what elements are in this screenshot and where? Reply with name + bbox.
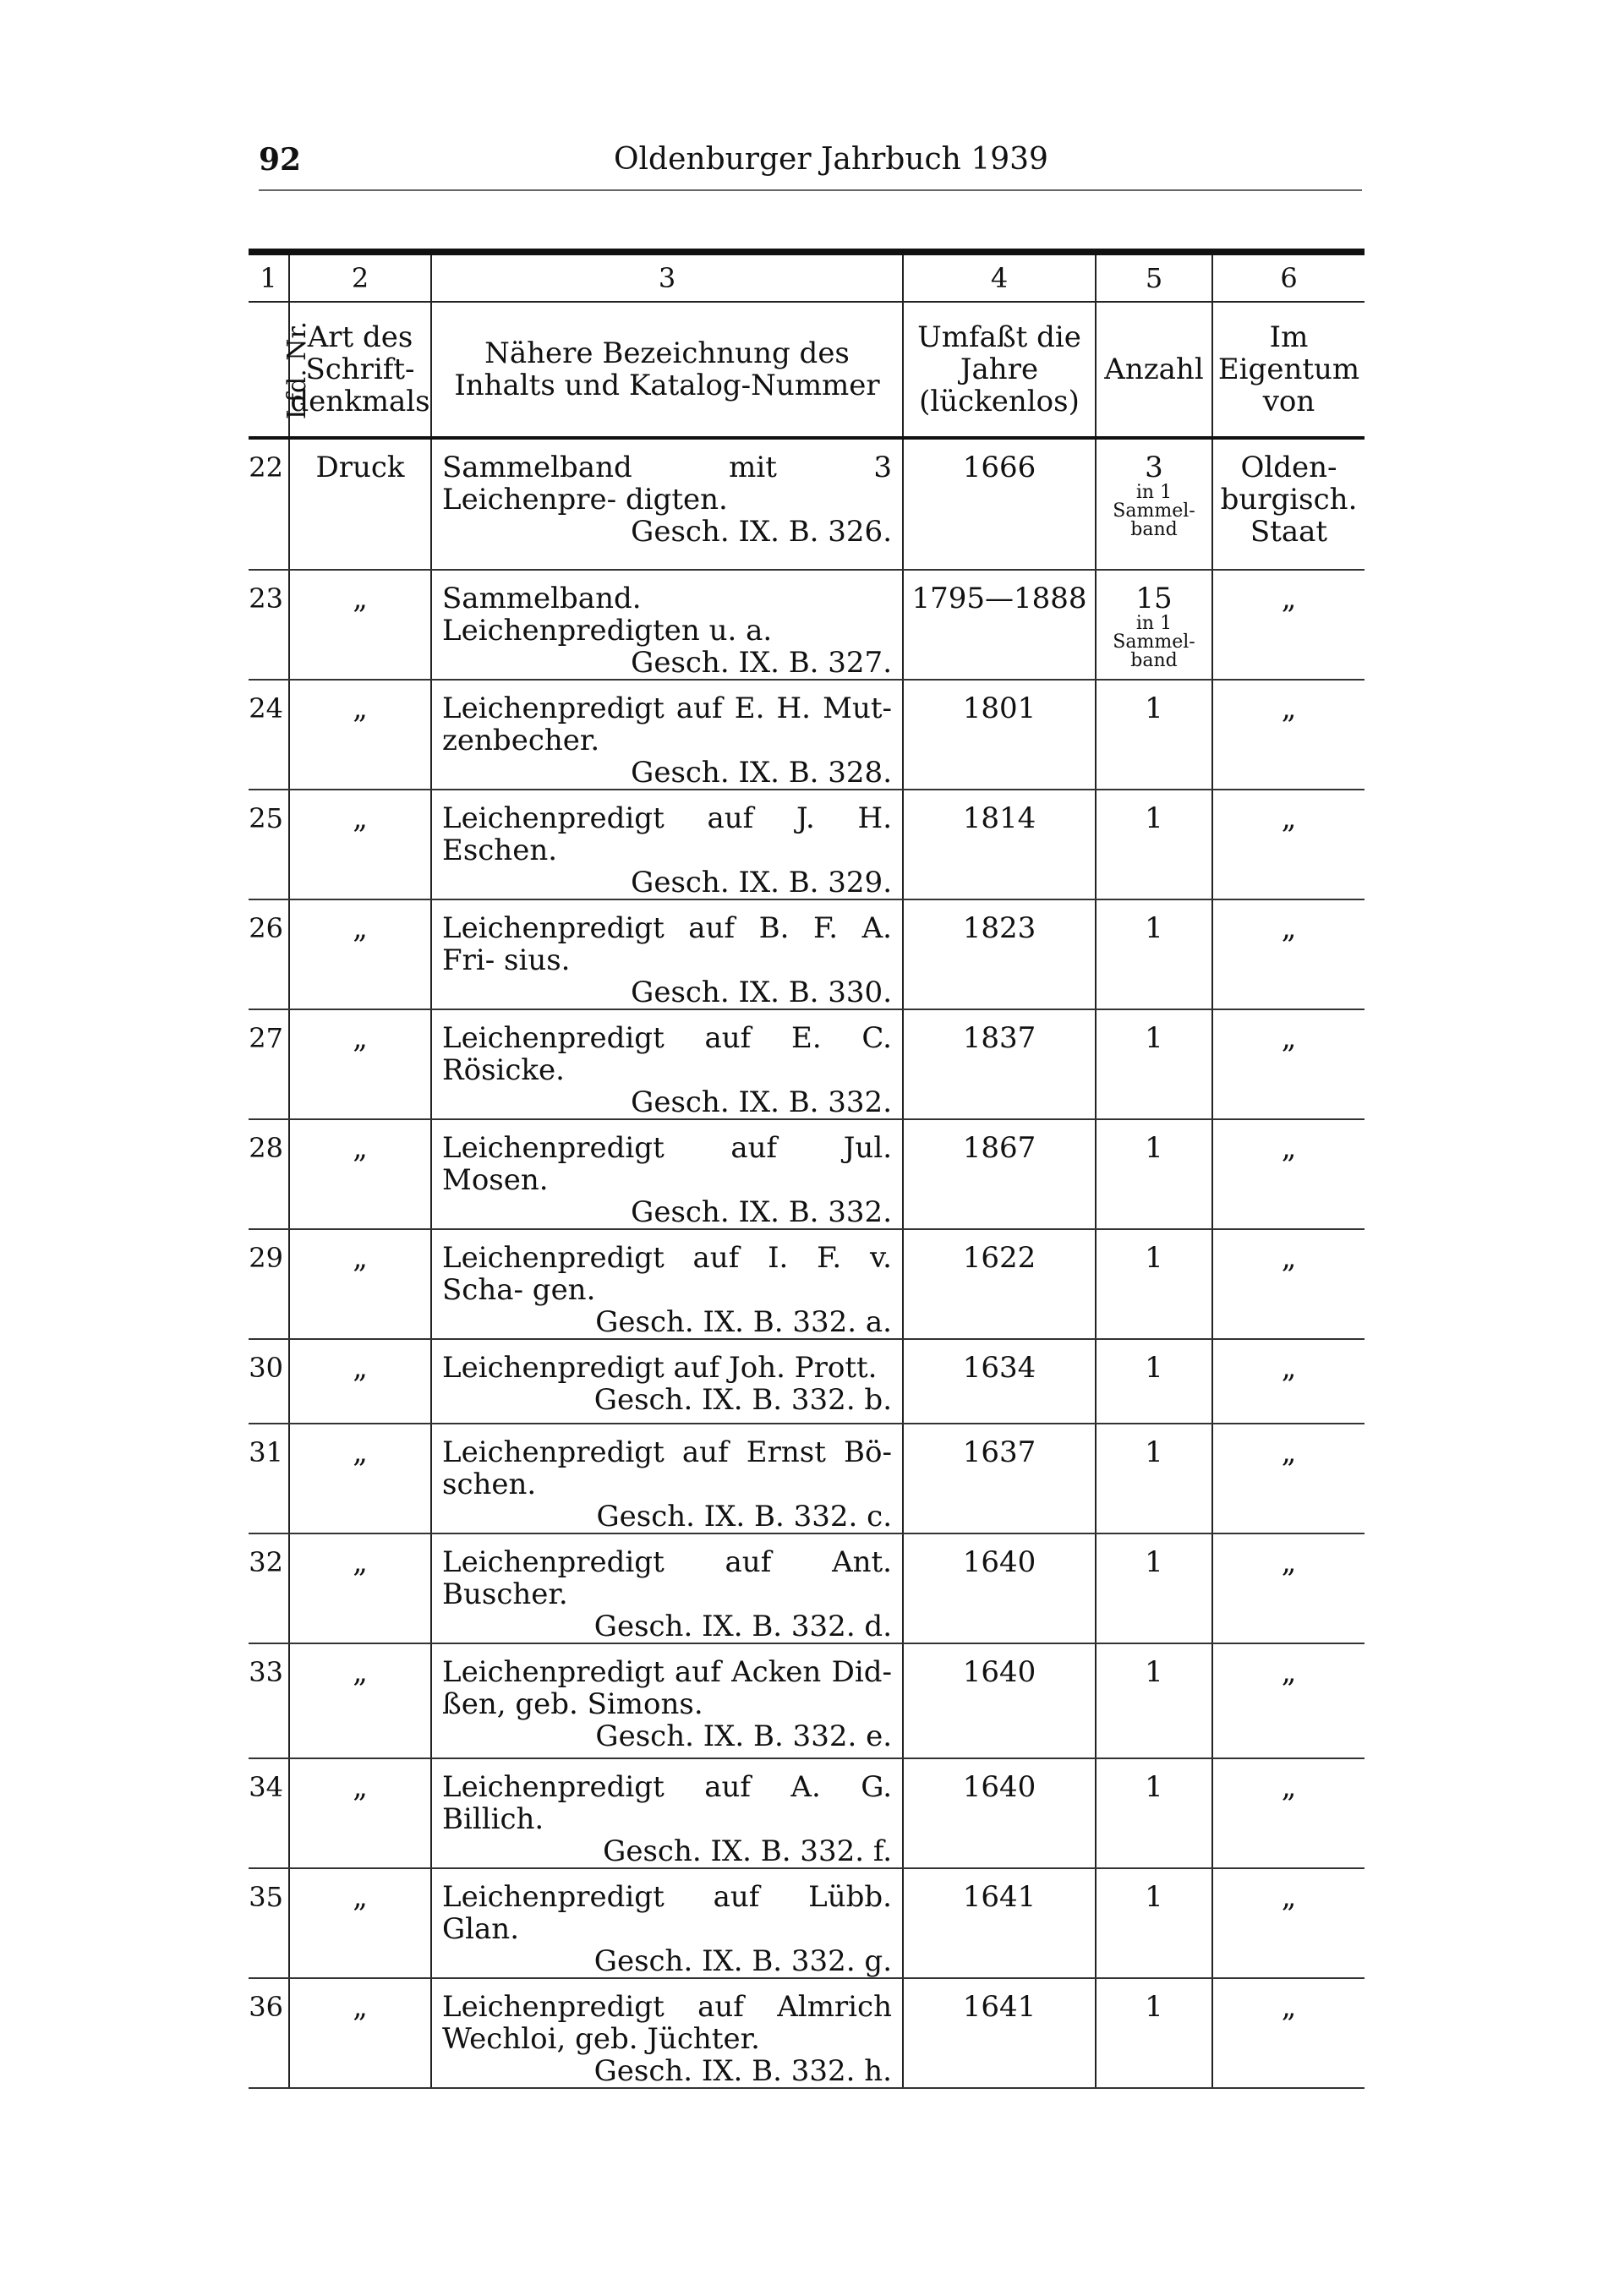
row-number: 36 (249, 1978, 289, 2088)
table-row (249, 1643, 1365, 1758)
column-header-anzahl: Anzahl (1096, 302, 1212, 438)
row-number: 27 (249, 1009, 289, 1119)
column-header-eigentum: Im Eigentum von (1212, 302, 1365, 438)
row-number: 24 (249, 680, 289, 790)
description-cell (431, 1424, 903, 1533)
description-text: Leichenpredigt auf E. H. Mut- zenbecher. (442, 692, 892, 757)
owner-cell: „ (1212, 899, 1365, 1009)
count-value: 1 (1145, 1770, 1163, 1804)
art-cell: „ (289, 1978, 431, 2088)
description-text: Leichenpredigt auf I. F. v. Scha- gen. (442, 1241, 892, 1307)
description-text: Sammelband. Leichenpredigten u. a. (442, 582, 773, 648)
art-cell: „ (289, 899, 431, 1009)
catalog-number: Gesch. IX. B. 332. (631, 1085, 892, 1119)
owner-cell: „ (1212, 1643, 1365, 1758)
description-text: Leichenpredigt auf E. C. Rösicke. (442, 1021, 892, 1087)
description-cell (431, 1533, 903, 1643)
description-text: Leichenpredigt auf J. H. Eschen. (442, 801, 892, 867)
count-cell (1096, 570, 1212, 680)
count-value: 1 (1145, 911, 1163, 945)
art-cell: „ (289, 1643, 431, 1758)
years-cell: 1795—1888 (903, 570, 1096, 680)
count-value: 1 (1145, 1545, 1163, 1579)
table-row (249, 899, 1365, 1009)
owner-cell: „ (1212, 1119, 1365, 1229)
owner-cell: „ (1212, 1758, 1365, 1868)
table-row (249, 1424, 1365, 1533)
column-number: 5 (1096, 252, 1212, 302)
column-number: 6 (1212, 252, 1365, 302)
row-number: 30 (249, 1339, 289, 1424)
column-header-bezeichnung: Nähere Bezeichnung des Inhalts und Katalog-Nummer (431, 302, 903, 438)
column-number-row (249, 252, 1365, 302)
column-number: 2 (289, 252, 431, 302)
page-number: 92 (259, 142, 302, 178)
table-row (249, 1229, 1365, 1339)
catalog-number: Gesch. IX. B. 328. (631, 756, 892, 790)
years-cell: 1641 (903, 1978, 1096, 2088)
years-cell: 1637 (903, 1424, 1096, 1533)
row-number: 35 (249, 1868, 289, 1978)
count-value: 1 (1145, 1351, 1163, 1385)
art-cell: „ (289, 1229, 431, 1339)
owner-cell: „ (1212, 1424, 1365, 1533)
table-row (249, 680, 1365, 790)
page-title: Oldenburger Jahrbuch 1939 (614, 142, 1048, 177)
row-number: 32 (249, 1533, 289, 1643)
column-header-row (249, 302, 1365, 438)
table-row (249, 1339, 1365, 1424)
art-cell: „ (289, 680, 431, 790)
count-value: 1 (1145, 1021, 1163, 1055)
description-text: Leichenpredigt auf B. F. A. Fri- sius. (442, 911, 892, 977)
catalog-number: Gesch. IX. B. 332. g. (593, 1944, 892, 1978)
years-cell: 1823 (903, 899, 1096, 1009)
count-note: in 1 Sammel- band (1113, 482, 1195, 540)
catalog-number: Gesch. IX. B. 326. (631, 515, 892, 549)
catalog-number: Gesch. IX. B. 332. d. (593, 1610, 892, 1643)
description-cell (431, 1868, 903, 1978)
art-cell: Druck (289, 438, 431, 570)
description-text: Leichenpredigt auf Ernst Bö- schen. (442, 1435, 892, 1501)
description-cell (431, 1229, 903, 1339)
description-text: Leichenpredigt auf Acken Did- ßen, geb. Simons. (442, 1655, 892, 1721)
table-row (249, 1758, 1365, 1868)
column-number: 1 (249, 252, 289, 302)
row-number: 29 (249, 1229, 289, 1339)
description-text: Leichenpredigt auf Ant. Buscher. (442, 1545, 892, 1611)
catalog-number: Gesch. IX. B. 332. a. (595, 1305, 892, 1339)
column-header-art: Art des Schrift- denkmals (289, 302, 431, 438)
page-header (259, 142, 1362, 191)
row-number: 28 (249, 1119, 289, 1229)
years-cell: 1837 (903, 1009, 1096, 1119)
column-header-jahre: Umfaßt die Jahre (lückenlos) (903, 302, 1096, 438)
art-cell: „ (289, 790, 431, 899)
years-cell: 1814 (903, 790, 1096, 899)
description-text: Leichenpredigt auf A. G. Billich. (442, 1770, 892, 1836)
count-cell (1096, 899, 1212, 1009)
table-row (249, 1009, 1365, 1119)
catalog-number: Gesch. IX. B. 332. c. (596, 1500, 892, 1533)
catalog-number: Gesch. IX. B. 332. f. (603, 1834, 892, 1868)
description-cell (431, 1758, 903, 1868)
art-cell: „ (289, 1009, 431, 1119)
years-cell: 1640 (903, 1533, 1096, 1643)
catalog-number: Gesch. IX. B. 327. (631, 646, 892, 680)
owner-cell: „ (1212, 1868, 1365, 1978)
art-cell: „ (289, 1758, 431, 1868)
owner-cell: „ (1212, 1009, 1365, 1119)
table-row (249, 1978, 1365, 2088)
row-number: 22 (249, 438, 289, 570)
description-cell (431, 790, 903, 899)
catalog-number: Gesch. IX. B. 329. (631, 866, 892, 899)
description-text: Leichenpredigt auf Almrich Wechloi, geb. Jüchter. (442, 1990, 892, 2056)
art-cell: „ (289, 1424, 431, 1533)
art-cell: „ (289, 1533, 431, 1643)
description-text: Leichenpredigt auf Joh. Prott. (442, 1351, 878, 1385)
table-row (249, 438, 1365, 570)
count-cell (1096, 1758, 1212, 1868)
description-text: Leichenpredigt auf Lübb. Glan. (442, 1880, 892, 1946)
catalog-number: Gesch. IX. B. 332. h. (593, 2054, 892, 2088)
count-value: 3 (1145, 451, 1163, 484)
row-number: 26 (249, 899, 289, 1009)
row-number: 34 (249, 1758, 289, 1868)
art-cell: „ (289, 570, 431, 680)
years-cell: 1801 (903, 680, 1096, 790)
art-cell: „ (289, 1339, 431, 1424)
years-cell: 1867 (903, 1119, 1096, 1229)
owner-cell: „ (1212, 680, 1365, 790)
description-cell (431, 1339, 903, 1424)
count-note: in 1 Sammel- band (1113, 613, 1195, 671)
count-cell (1096, 1643, 1212, 1758)
description-text: Leichenpredigt auf Jul. Mosen. (442, 1131, 892, 1197)
art-cell: „ (289, 1119, 431, 1229)
years-cell: 1640 (903, 1758, 1096, 1868)
table-row (249, 570, 1365, 680)
count-cell (1096, 1868, 1212, 1978)
count-cell (1096, 790, 1212, 899)
description-cell (431, 680, 903, 790)
count-cell (1096, 680, 1212, 790)
owner-cell: „ (1212, 1533, 1365, 1643)
art-cell: „ (289, 1868, 431, 1978)
count-value: 1 (1145, 1880, 1163, 1914)
years-cell: 1641 (903, 1868, 1096, 1978)
catalog-number: Gesch. IX. B. 332. b. (593, 1383, 892, 1417)
column-header-lfd-nr (249, 302, 313, 438)
lfd-nr-label: Lfd. Nr. (282, 320, 313, 420)
count-value: 1 (1145, 1990, 1163, 2024)
count-value: 1 (1145, 1655, 1163, 1689)
owner-cell: „ (1212, 1978, 1365, 2088)
count-value: 1 (1145, 692, 1163, 725)
description-cell (431, 899, 903, 1009)
row-number: 23 (249, 570, 289, 680)
owner-cell: „ (1212, 790, 1365, 899)
description-cell (431, 1978, 903, 2088)
catalog-number: Gesch. IX. B. 332. e. (595, 1719, 892, 1753)
description-cell (431, 1119, 903, 1229)
count-value: 1 (1145, 801, 1163, 835)
column-number: 4 (903, 252, 1096, 302)
count-value: 1 (1145, 1241, 1163, 1275)
owner-cell: „ (1212, 570, 1365, 680)
count-cell (1096, 1119, 1212, 1229)
years-cell: 1622 (903, 1229, 1096, 1339)
years-cell: 1634 (903, 1339, 1096, 1424)
description-cell (431, 1009, 903, 1119)
owner-cell: „ (1212, 1229, 1365, 1339)
owner-cell: „ (1212, 1339, 1365, 1424)
count-value: 15 (1135, 582, 1173, 615)
years-cell: 1640 (903, 1643, 1096, 1758)
count-value: 1 (1145, 1131, 1163, 1165)
table-row (249, 1119, 1365, 1229)
table-row (249, 790, 1365, 899)
owner-cell: Olden- burgisch. Staat (1212, 438, 1365, 570)
table-row (249, 1868, 1365, 1978)
count-cell (1096, 1978, 1212, 2088)
catalog-number: Gesch. IX. B. 332. (631, 1195, 892, 1229)
catalog-number: Gesch. IX. B. 330. (631, 976, 892, 1009)
catalog-body (249, 438, 1365, 2088)
description-cell (431, 438, 903, 570)
count-cell (1096, 1424, 1212, 1533)
years-cell: 1666 (903, 438, 1096, 570)
count-cell (1096, 438, 1212, 570)
count-cell (1096, 1009, 1212, 1119)
count-cell (1096, 1339, 1212, 1424)
description-cell (431, 570, 903, 680)
count-cell (1096, 1533, 1212, 1643)
count-cell (1096, 1229, 1212, 1339)
description-cell (431, 1643, 903, 1758)
column-number: 3 (431, 252, 903, 302)
description-text: Sammelband mit 3 Leichenpre- digten. (442, 451, 892, 517)
count-value: 1 (1145, 1435, 1163, 1469)
row-number: 33 (249, 1643, 289, 1758)
row-number: 25 (249, 790, 289, 899)
row-number: 31 (249, 1424, 289, 1533)
table-row (249, 1533, 1365, 1643)
catalog-table (249, 249, 1365, 2089)
